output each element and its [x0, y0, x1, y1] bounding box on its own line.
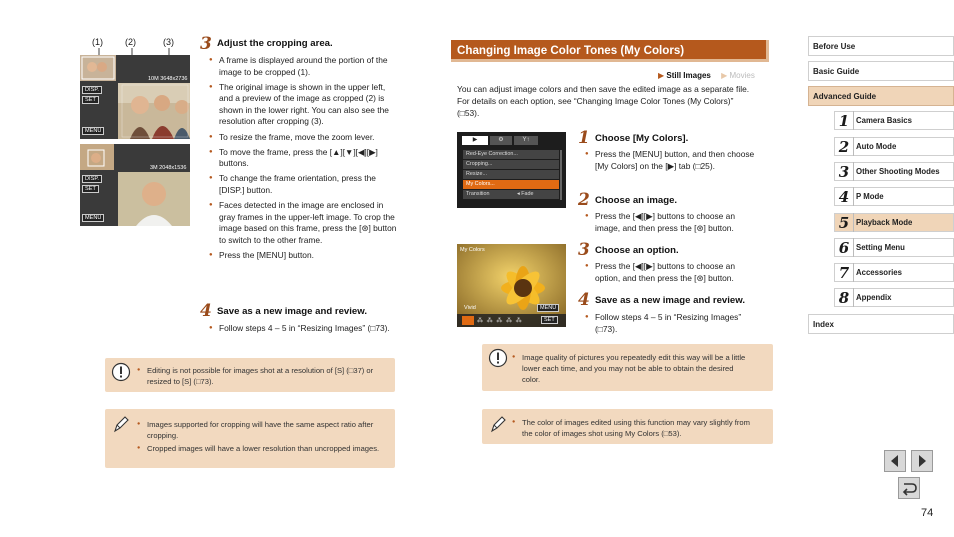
menu-row: Red-Eye Correction...	[463, 150, 559, 159]
crop-screen-1	[80, 55, 190, 139]
bullet: ● Press the [◀][▶] buttons to choose an option, and then press the [⊛] button.	[585, 261, 757, 284]
step-number: 3	[578, 240, 590, 260]
chapter-label: P Mode	[856, 192, 884, 201]
bullet: ● Follow steps 4 – 5 in “Resizing Images” (□73).	[585, 312, 765, 335]
note-item: ● Images supported for cropping will have the same aspect ratio after cropping.	[137, 419, 387, 441]
color-options-icons: ⁂ ⁂ ⁂ ⁂ ⁂	[477, 318, 523, 324]
resolution-label: 10M 3648x2736	[148, 76, 188, 82]
note-box	[482, 409, 773, 444]
step-bullets	[209, 323, 399, 338]
caution-item: ● Image quality of pictures you repeatedly edit this way will be a little lower each time, and you may not be able to obtain the desired color.	[512, 352, 752, 386]
nav-chapter-8[interactable]	[834, 288, 954, 307]
chapter-label: Camera Basics	[856, 116, 912, 125]
chapter-number: 5	[835, 213, 854, 232]
step-number: 3	[200, 34, 212, 54]
caution-icon	[488, 348, 508, 368]
menu-row-selected: My Colors...	[463, 180, 559, 189]
nav-chapter-4[interactable]	[834, 187, 954, 206]
return-icon	[899, 478, 919, 498]
next-page-button[interactable]	[911, 450, 933, 472]
resolution-label-2: 3M 2048x1536	[150, 165, 187, 171]
bullet: ● To change the frame orientation, press the [DISP.] button.	[209, 173, 399, 196]
pencil-icon	[111, 414, 131, 434]
nav-before-use[interactable]: Before Use	[808, 36, 954, 56]
transition-value: ◂ Fade	[517, 191, 534, 197]
note-item: ● The color of images edited using this function may vary slightly from the color of images shot using My Colors (□53).	[512, 417, 762, 439]
my-colors-label: My Colors	[460, 247, 485, 253]
section-header	[451, 40, 769, 62]
tab-playback: ▶	[462, 136, 488, 145]
section-title: Changing Image Color Tones (My Colors)	[457, 44, 685, 57]
step-title: Save as a new image and review.	[217, 306, 368, 317]
nav-chapter-6[interactable]	[834, 238, 954, 257]
caution-box	[482, 344, 773, 391]
nav-advanced-guide[interactable]: Advanced Guide	[808, 86, 954, 106]
disp-button-label: DISP.	[82, 86, 102, 94]
nav-basic-guide[interactable]: Basic Guide	[808, 61, 954, 81]
note-list	[137, 419, 387, 457]
tab-setup: Y↑	[514, 136, 538, 145]
step-bullets	[585, 261, 757, 288]
tab-print: ⚙	[490, 136, 512, 145]
option-label: Vivid	[464, 305, 476, 311]
bullet: ● Press the [◀][▶] buttons to choose an image, and then press the [⊛] button.	[585, 211, 757, 234]
nav-index[interactable]: Index	[808, 314, 954, 334]
still-images-label: Still Images	[666, 71, 711, 80]
menu-row: Cropping...	[463, 160, 559, 169]
still-arrow-icon: ▶	[658, 71, 665, 80]
bullet: ● To resize the frame, move the zoom lever.	[209, 132, 399, 144]
step-title: Choose [My Colors].	[595, 133, 689, 144]
note-item: ● Cropped images will have a lower resolution than uncropped images.	[137, 443, 387, 454]
transition-label: Transition	[466, 191, 490, 197]
step-bullets	[209, 55, 399, 265]
prev-page-button[interactable]	[884, 450, 906, 472]
caution-item: ● Editing is not possible for images shot at a resolution of [S] (□37) or resized to [S] (□73).	[137, 365, 387, 387]
crop-screen-2	[80, 144, 190, 226]
chapter-label: Setting Menu	[856, 243, 905, 252]
chapter-label: Appendix	[856, 293, 892, 302]
menu-button-label: MENU	[537, 304, 559, 312]
menu-scrollbar	[560, 150, 562, 200]
chapter-label: Playback Mode	[856, 218, 913, 227]
caution-list	[512, 352, 752, 388]
step-title: Adjust the cropping area.	[217, 38, 333, 49]
menu-button-label-2: MENU	[82, 214, 104, 222]
bullet: ● A frame is displayed around the portion of the image to be cropped (1).	[209, 55, 399, 78]
step-title: Choose an image.	[595, 195, 678, 206]
chapter-label: Auto Mode	[856, 142, 897, 151]
nav-chapter-5[interactable]	[834, 213, 954, 232]
return-button[interactable]	[898, 477, 920, 499]
step-bullets	[585, 211, 757, 238]
set-button-label-2: SET	[82, 185, 99, 193]
step-number: 1	[578, 128, 590, 148]
step-number: 4	[200, 301, 212, 321]
intro-text: You can adjust image colors and then save the edited image as a separate file. For details on each option, see “Changing Image Color Tones (My Colors)” (□53).	[457, 84, 750, 118]
arrow-left-icon	[885, 451, 905, 471]
flower-photo	[457, 244, 566, 327]
step-number: 4	[578, 290, 590, 310]
callout-label-1: (1)	[92, 37, 103, 47]
bullet: ● Press the [MENU] button.	[209, 250, 399, 262]
set-button-label: SET	[82, 96, 99, 104]
step-number: 2	[578, 190, 590, 210]
movies-label: Movies	[729, 71, 755, 80]
bullet: ● To move the frame, press the [▲][▼][◀][▶] buttons.	[209, 147, 399, 170]
menu-button-label: MENU	[82, 127, 104, 135]
chapter-number: 3	[835, 162, 854, 181]
note-box	[105, 409, 395, 468]
chapter-number: 7	[835, 263, 854, 282]
step-title: Save as a new image and review.	[595, 295, 746, 306]
page-number: 74	[921, 507, 934, 519]
callout-label-2: (2)	[125, 37, 136, 47]
menu-screen	[457, 132, 566, 208]
chapter-number: 6	[835, 238, 854, 257]
chapter-number: 4	[835, 187, 854, 206]
step-bullets	[585, 312, 765, 339]
set-button-label: SET	[541, 316, 558, 324]
pencil-icon	[488, 414, 508, 434]
step-title: Choose an option.	[595, 245, 679, 256]
bullet: ● The original image is shown in the upper left, and a preview of the image as cropped (2) is shown in the lower right. You can also see the resolution after cropping (3).	[209, 82, 399, 128]
bullet: ● Follow steps 4 – 5 in “Resizing Images” (□73).	[209, 323, 399, 335]
callout-label-3: (3)	[163, 37, 174, 47]
chapter-number: 1	[835, 111, 854, 130]
nav-chapter-3[interactable]	[834, 162, 954, 181]
menu-row: Resize...	[463, 170, 559, 179]
chapter-number: 8	[835, 288, 854, 307]
chapter-label: Accessories	[856, 268, 902, 277]
nav-chapter-2[interactable]	[834, 137, 954, 156]
nav-chapter-7[interactable]	[834, 263, 954, 282]
vivid-option-icon	[462, 316, 474, 325]
chapter-number: 2	[835, 137, 854, 156]
mode-indicators	[658, 71, 755, 80]
my-colors-screen	[457, 244, 566, 327]
caution-box	[105, 358, 395, 392]
step-bullets	[585, 149, 757, 176]
bullet: ● Press the [MENU] button, and then choose [My Colors] on the [▶] tab (□25).	[585, 149, 757, 172]
menu-row	[463, 190, 559, 199]
disp-button-label-2: DISP.	[82, 175, 102, 183]
arrow-right-icon	[912, 451, 932, 471]
note-list	[512, 417, 762, 441]
nav-chapter-1[interactable]	[834, 111, 954, 130]
caution-icon	[111, 362, 131, 382]
bullet: ● Faces detected in the image are enclosed in gray frames in the upper-left image. To crop the image based on this frame, press the [⊛] button to switch to the other frame.	[209, 200, 399, 246]
movies-arrow-icon: ▶	[721, 71, 728, 80]
caution-list	[137, 365, 387, 389]
chapter-label: Other Shooting Modes	[856, 167, 940, 176]
